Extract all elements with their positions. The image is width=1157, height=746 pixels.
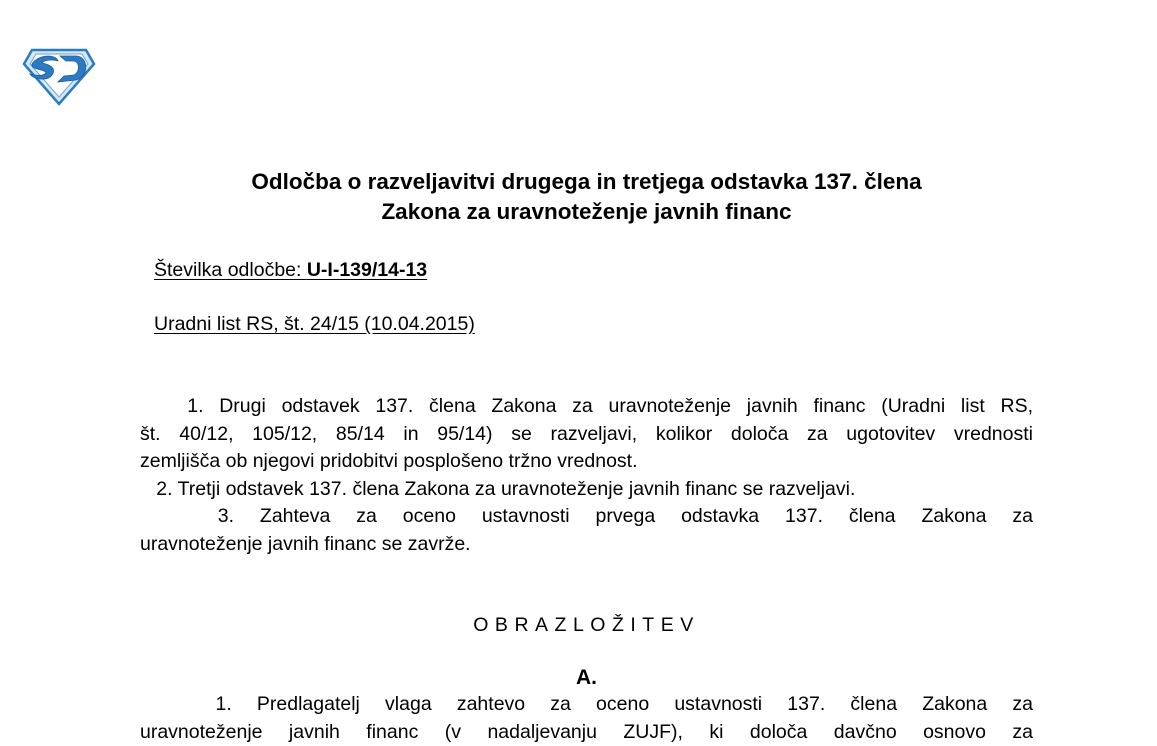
ruling-1-line-3: zemljišča ob njegovi pridobitvi posplošeno tržno vrednost. <box>140 448 1033 476</box>
decision-number-line <box>154 257 427 283</box>
section-a-heading: A. <box>140 665 1033 691</box>
title-line-1: Odločba o razveljavitvi drugega in tretjega odstavka 137. člena <box>140 167 1033 197</box>
decision-number-label: Številka odločbe: <box>154 259 307 281</box>
ruling-list <box>140 393 1033 558</box>
title-line-2: Zakona za uravnoteženje javnih financ <box>140 197 1033 227</box>
gazette-line <box>154 311 475 337</box>
document-title <box>140 167 1033 227</box>
sd-diamond-icon <box>22 48 96 106</box>
sd-logo <box>22 48 96 106</box>
reasoning-heading: OBRAZLOŽITEV <box>140 612 1033 638</box>
ruling-3-line-1: 3. Zahteva za oceno ustavnosti prvega odstavka 137. člena Zakona za <box>140 503 1033 531</box>
section-a-line-1: 1. Predlagatelj vlaga zahtevo za oceno ustavnosti 137. člena Zakona za <box>140 691 1033 719</box>
ruling-2-line-1: 2. Tretji odstavek 137. člena Zakona za uravnoteženje javnih financ se razveljavi. <box>140 476 1033 504</box>
ruling-1-line-1: 1. Drugi odstavek 137. člena Zakona za uravnoteženje javnih financ (Uradni list RS, <box>140 393 1033 421</box>
ruling-1-line-2: št. 40/12, 105/12, 85/14 in 95/14) se razveljavi, kolikor določa za ugotovitev vrednosti <box>140 421 1033 449</box>
decision-number-value: U-I-139/14-13 <box>307 259 427 281</box>
section-a-line-2: uravnoteženje javnih financ (v nadaljevanju ZUJF), ki določa davčno osnovo za <box>140 719 1033 746</box>
gazette-reference: Uradni list RS, št. 24/15 (10.04.2015) <box>154 313 475 335</box>
section-a-paragraph <box>140 691 1033 746</box>
ruling-3-line-2: uravnoteženje javnih financ se zavrže. <box>140 531 1033 559</box>
